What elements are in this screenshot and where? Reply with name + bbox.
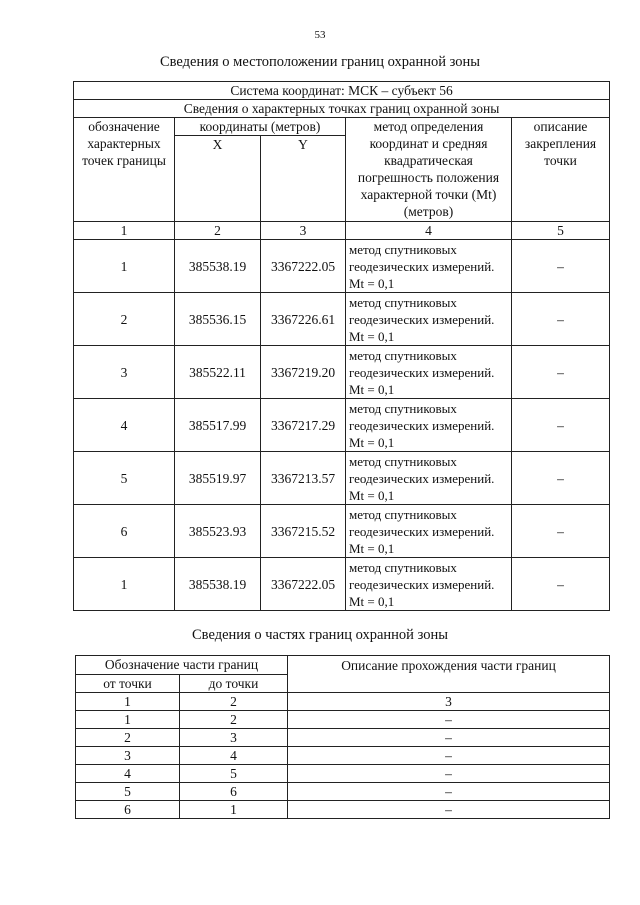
from-point: 2 (76, 729, 180, 747)
to-point: 3 (180, 729, 288, 747)
point-id: 1 (74, 240, 175, 293)
method-text: метод спутниковых геодезических измерений. Mt = 0,1 (346, 399, 512, 452)
point-id: 3 (74, 346, 175, 399)
col-header-description: описание закрепления точки (512, 118, 610, 222)
point-description: – (512, 399, 610, 452)
col-header-method: метод определения координат и средняя квадратическая погрешность положения характерной точки (Mt) (метров) (346, 118, 512, 222)
part-description: – (288, 801, 610, 819)
column-numbers-row (76, 693, 610, 711)
table-row (76, 711, 610, 729)
point-description: – (512, 293, 610, 346)
column-number: 4 (346, 222, 512, 240)
table-row (76, 747, 610, 765)
method-text: метод спутниковых геодезических измерений. Mt = 0,1 (346, 558, 512, 611)
coord-x: 385523.93 (175, 505, 261, 558)
point-description: – (512, 505, 610, 558)
coord-x: 385519.97 (175, 452, 261, 505)
table-row (74, 452, 610, 505)
to-point: 2 (180, 711, 288, 729)
column-number: 5 (512, 222, 610, 240)
from-point: 4 (76, 765, 180, 783)
method-text: метод спутниковых геодезических измерений. Mt = 0,1 (346, 452, 512, 505)
coord-y: 3367222.05 (261, 240, 346, 293)
part-description: – (288, 729, 610, 747)
method-text: метод спутниковых геодезических измерений. Mt = 0,1 (346, 240, 512, 293)
points-info-header: Сведения о характерных точках границ охранной зоны (74, 100, 610, 118)
boundary-parts-table (75, 655, 610, 819)
col-header-from: от точки (76, 675, 180, 693)
coord-y: 3367222.05 (261, 558, 346, 611)
point-id: 1 (74, 558, 175, 611)
table-row (76, 765, 610, 783)
col-header-part-description: Описание прохождения части границ (288, 656, 610, 693)
to-point: 1 (180, 801, 288, 819)
column-number: 3 (261, 222, 346, 240)
table-row (74, 346, 610, 399)
coord-y: 3367219.20 (261, 346, 346, 399)
coord-system-header: Система координат: МСК – субъект 56 (74, 82, 610, 100)
table-row (74, 505, 610, 558)
column-number: 2 (180, 693, 288, 711)
to-point: 5 (180, 765, 288, 783)
point-description: – (512, 452, 610, 505)
table-row (76, 729, 610, 747)
coord-x: 385517.99 (175, 399, 261, 452)
from-point: 3 (76, 747, 180, 765)
table-row (74, 399, 610, 452)
boundary-points-table (73, 81, 610, 611)
coord-y: 3367217.29 (261, 399, 346, 452)
from-point: 5 (76, 783, 180, 801)
coord-y: 3367226.61 (261, 293, 346, 346)
point-description: – (512, 558, 610, 611)
col-header-designation: обозначение характерных точек границы (74, 118, 175, 222)
column-number: 1 (76, 693, 180, 711)
col-header-y: Y (261, 136, 346, 222)
table-row (76, 801, 610, 819)
part-description: – (288, 765, 610, 783)
section-title-boundary-parts: Сведения о частях границ охранной зоны (192, 627, 448, 643)
from-point: 1 (76, 711, 180, 729)
table-row (74, 293, 610, 346)
method-text: метод спутниковых геодезических измерений. Mt = 0,1 (346, 505, 512, 558)
to-point: 4 (180, 747, 288, 765)
from-point: 6 (76, 801, 180, 819)
method-text: метод спутниковых геодезических измерений. Mt = 0,1 (346, 346, 512, 399)
coord-x: 385536.15 (175, 293, 261, 346)
table-row (74, 558, 610, 611)
coord-y: 3367215.52 (261, 505, 346, 558)
part-description: – (288, 747, 610, 765)
table-row (74, 240, 610, 293)
coord-y: 3367213.57 (261, 452, 346, 505)
coord-x: 385522.11 (175, 346, 261, 399)
col-header-part-designation: Обозначение части границ (76, 656, 288, 675)
col-header-coords: координаты (метров) (175, 118, 346, 136)
point-id: 6 (74, 505, 175, 558)
point-id: 4 (74, 399, 175, 452)
section-title-boundaries: Сведения о местоположении границ охранной зоны (159, 54, 480, 70)
part-description: – (288, 711, 610, 729)
column-number: 3 (288, 693, 610, 711)
coord-x: 385538.19 (175, 558, 261, 611)
col-header-x: X (175, 136, 261, 222)
point-description: – (512, 346, 610, 399)
to-point: 6 (180, 783, 288, 801)
table-row (76, 783, 610, 801)
col-header-to: до точки (180, 675, 288, 693)
coord-x: 385538.19 (175, 240, 261, 293)
column-number: 2 (175, 222, 261, 240)
column-number: 1 (74, 222, 175, 240)
column-numbers-row (74, 222, 610, 240)
point-description: – (512, 240, 610, 293)
method-text: метод спутниковых геодезических измерений. Mt = 0,1 (346, 293, 512, 346)
page-number: 53 (314, 29, 326, 41)
point-id: 5 (74, 452, 175, 505)
point-id: 2 (74, 293, 175, 346)
part-description: – (288, 783, 610, 801)
